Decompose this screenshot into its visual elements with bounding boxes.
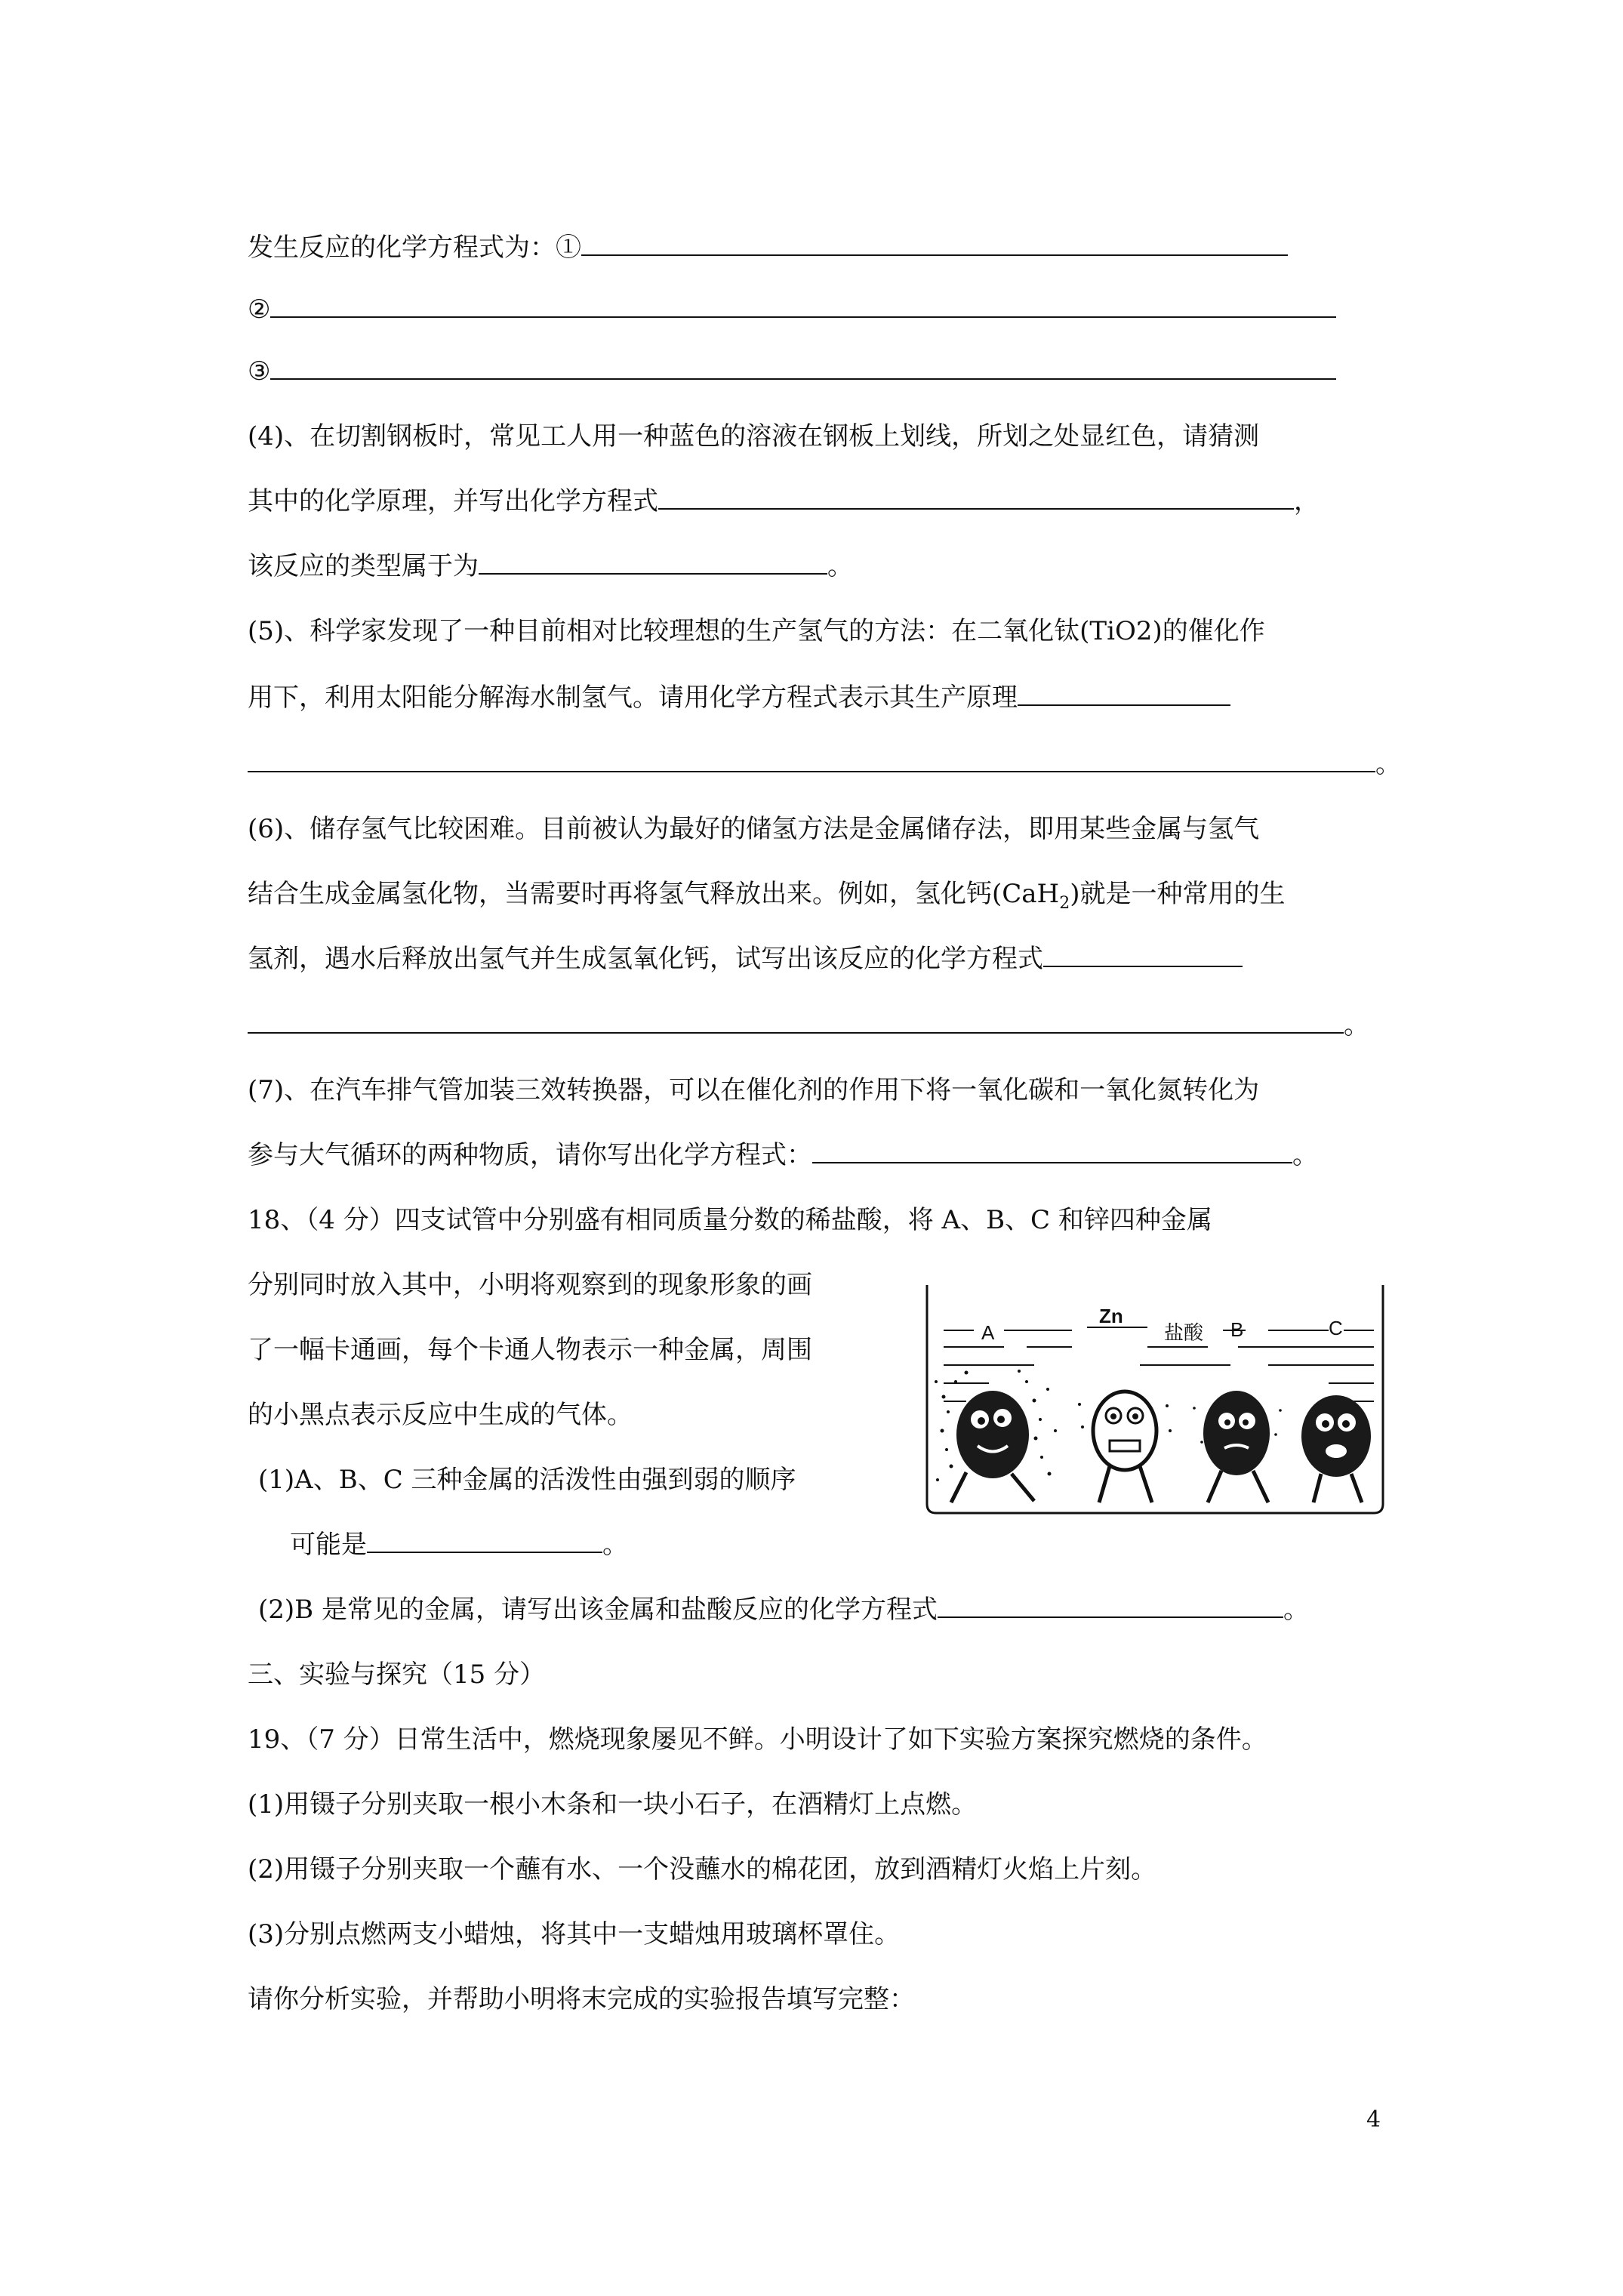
answer-blank-2[interactable] <box>270 294 1336 318</box>
answer-blank-q18-2[interactable] <box>938 1594 1283 1618</box>
q4-line2 <box>248 485 1320 518</box>
eq-2-label: ② <box>248 294 271 325</box>
answer-blank-3[interactable] <box>270 356 1336 380</box>
answer-blank-q5-b[interactable] <box>248 748 1375 772</box>
label-c: C <box>1329 1317 1343 1339</box>
q4-line3-text: 该反应的类型属于为 <box>248 551 479 581</box>
q19-step2: (2)用镊子分别夹取一个蘸有水、一个没蘸水的棉花团，放到酒精灯火焰上片刻。 <box>248 1854 1157 1885</box>
answer-blank-q18-1[interactable] <box>367 1529 602 1553</box>
metal-b-cartoon <box>1203 1391 1270 1502</box>
eq-intro-text: 发生反应的化学方程式为：① <box>248 233 581 263</box>
q6-line3-text: 氢剂，遇水后释放出氢气并生成氢氧化钙，试写出该反应的化学方程式 <box>248 944 1043 974</box>
q7-line2-end: 。 <box>1292 1140 1318 1170</box>
q18-sub2 <box>258 1593 1309 1626</box>
page-number: 4 <box>1366 2106 1381 2133</box>
label-zn: Zn <box>1099 1305 1123 1327</box>
q5-line2-text: 用下，利用太阳能分解海水制氢气。请用化学方程式表示其生产原理 <box>248 683 1018 713</box>
q18-sub2-text: (2)B 是常见的金属，请写出该金属和盐酸反应的化学方程式 <box>258 1595 938 1625</box>
eq-3-line <box>248 355 1336 388</box>
label-acid: 盐酸 <box>1164 1321 1204 1344</box>
q4-line2-end: ， <box>1294 486 1320 516</box>
metal-c-cartoon <box>1301 1395 1371 1502</box>
answer-blank-q4-eq[interactable] <box>658 485 1294 510</box>
q6-line2 <box>248 877 1285 911</box>
q18-sub1-b-text: 可能是 <box>290 1530 367 1560</box>
q18-line1: 18、（4 分）四支试管中分别盛有相同质量分数的稀盐酸，将 A、B、C 和锌四种金属 <box>248 1205 1212 1235</box>
q6-line3 <box>248 942 1243 975</box>
metal-zn-cartoon <box>1093 1391 1156 1502</box>
answer-blank-1[interactable] <box>581 232 1288 256</box>
q18-sub1-b <box>290 1528 628 1561</box>
q19-step3: (3)分别点燃两支小蜡烛，将其中一支蜡烛用玻璃杯罩住。 <box>248 1919 901 1949</box>
q19-line1: 19、（7 分）日常生活中，燃烧现象屡见不鲜。小明设计了如下实验方案探究燃烧的条件。 <box>248 1724 1267 1755</box>
answer-blank-q5-a[interactable] <box>1018 682 1230 706</box>
q18-line2: 分别同时放入其中，小明将观察到的现象形象的画 <box>248 1270 812 1300</box>
q5-line1: (5)、科学家发现了一种目前相对比较理想的生产氢气的方法：在二氧化钛(TiO2)的催化作 <box>248 616 1265 646</box>
q18-line3: 了一幅卡通画，每个卡通人物表示一种金属，周围 <box>248 1335 812 1365</box>
eq-intro-line <box>248 231 1288 264</box>
answer-blank-q4-type[interactable] <box>479 550 827 575</box>
q7-line1: (7)、在汽车排气管加装三效转换器，可以在催化剂的作用下将一氧化碳和一氧化氮转化为 <box>248 1075 1260 1105</box>
label-a: A <box>981 1321 995 1344</box>
q19-instruction: 请你分析实验，并帮助小明将末完成的实验报告填写完整： <box>248 1984 915 2014</box>
q5-line3-end: 。 <box>1375 749 1401 779</box>
q6-line4-end: 。 <box>1344 1010 1369 1040</box>
metals-in-acid-figure <box>921 1276 1389 1518</box>
q6-line2-b: )就是一种常用的生 <box>1070 879 1286 909</box>
eq-2-line <box>248 293 1336 326</box>
q5-line2 <box>248 681 1230 714</box>
q18-sub1: (1)A、B、C 三种金属的活泼性由强到弱的顺序 <box>258 1465 796 1495</box>
answer-blank-q7[interactable] <box>812 1139 1292 1163</box>
q4-line3-end: 。 <box>827 551 853 581</box>
answer-blank-q6-a[interactable] <box>1043 943 1243 967</box>
metal-a-cartoon <box>951 1391 1034 1502</box>
section-title: 三、实验与探究（15 分） <box>248 1660 546 1690</box>
q6-line2-sub: 2 <box>1059 893 1070 913</box>
q19-step1: (1)用镊子分别夹取一根小木条和一块小石子，在酒精灯上点燃。 <box>248 1789 978 1820</box>
q18-sub2-end: 。 <box>1283 1595 1309 1625</box>
q4-line2-text: 其中的化学原理，并写出化学方程式 <box>248 486 658 516</box>
q6-line1: (6)、储存氢气比较困难。目前被认为最好的储氢方法是金属储存法，即用某些金属与氢气 <box>248 814 1260 844</box>
q6-line4 <box>248 1009 1369 1042</box>
q7-line2 <box>248 1139 1318 1172</box>
liquid-lines <box>944 1327 1374 1401</box>
q18-sub1-end: 。 <box>602 1530 628 1560</box>
eq-3-label: ③ <box>248 356 271 387</box>
answer-blank-q6-b[interactable] <box>248 1009 1344 1034</box>
q6-line2-a: 结合生成金属氢化物，当需要时再将氢气释放出来。例如，氢化钙(CaH <box>248 879 1060 909</box>
q18-line4: 的小黑点表示反应中生成的气体。 <box>248 1400 633 1430</box>
q4-line3 <box>248 550 853 583</box>
q4-line1: (4)、在切割钢板时，常见工人用一种蓝色的溶液在钢板上划线，所划之处显红色，请猜测 <box>248 421 1260 451</box>
q7-line2-text: 参与大气循环的两种物质，请你写出化学方程式： <box>248 1140 812 1170</box>
label-b: B <box>1230 1318 1244 1341</box>
q5-line3 <box>248 747 1401 781</box>
